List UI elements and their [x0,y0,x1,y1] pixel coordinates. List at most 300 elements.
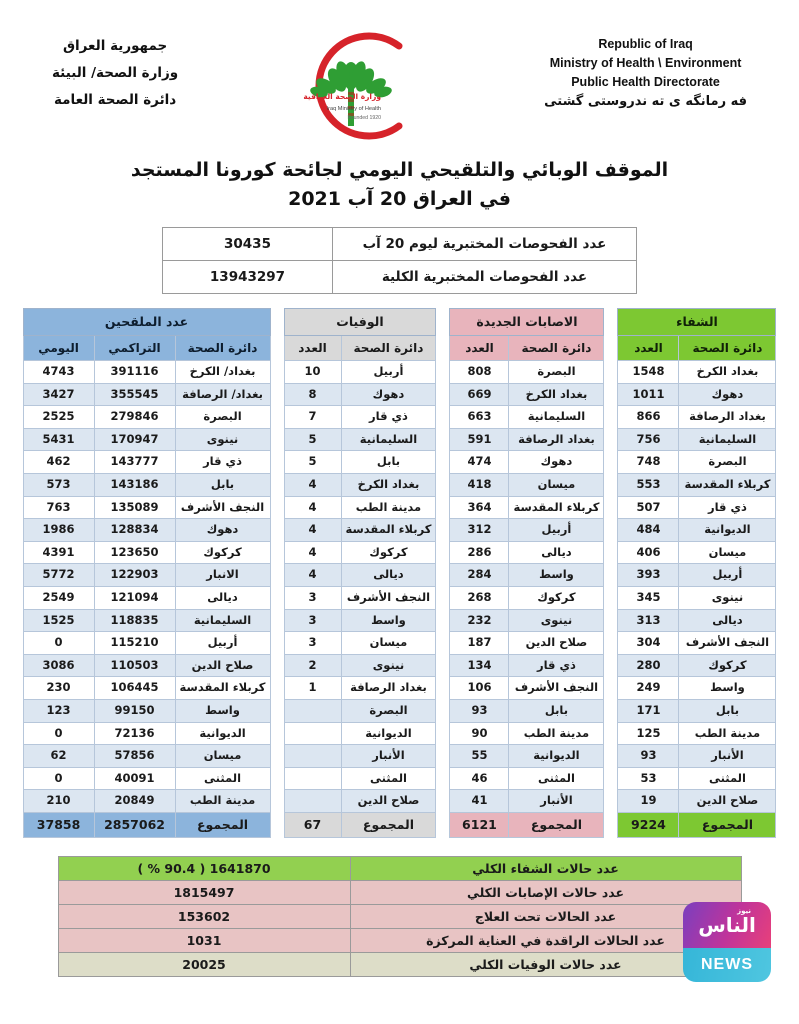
cell-value: 230 [23,677,94,700]
cell-health-directorate: نينوى [175,428,270,451]
deaths-total-count: 67 [284,812,341,837]
provincial-data-tables [0,308,799,838]
cell-value: 10 [284,361,341,384]
cell-value: 4743 [23,361,94,384]
cell-health-directorate: المثنى [509,767,604,790]
table-row [23,541,270,564]
cell-health-directorate: دهوك [679,383,776,406]
new-cases-col-health-directorate: دائرة الصحة [509,336,604,361]
recoveries-total-row [618,812,776,837]
table-row [450,586,604,609]
cell-health-directorate: ميسان [175,745,270,768]
cell-health-directorate: النجف الأشرف [175,496,270,519]
table-row [450,790,604,813]
table-row [284,428,436,451]
table-row [284,406,436,429]
cell-health-directorate: ديالى [679,609,776,632]
cell-health-directorate: المثنى [679,767,776,790]
table-row [163,261,637,294]
national-summary-table [58,856,742,977]
header-arabic-line-3: دائرة الصحة العامة [53,92,177,108]
cell-health-directorate: بابل [341,451,436,474]
cell-health-directorate: الديوانية [509,745,604,768]
summary-row [58,856,741,880]
header-arabic-line-1: جمهورية العراق [62,38,168,54]
page-title-line-1: الموقف الوبائي والتلقيحي اليومي لجائحة كورونا المستجد [130,159,669,181]
svg-text:وزارة الصحة العراقية: وزارة الصحة العراقية [303,92,382,101]
vaccinated-table [23,308,271,838]
cell-health-directorate: الديوانية [341,722,436,745]
cell-value [284,722,341,745]
table-row [618,790,776,813]
cell-value: 93 [450,699,509,722]
cell-health-directorate: بغداد/ الكرخ [175,361,270,384]
table-row [23,745,270,768]
deaths-table-body [284,361,436,813]
cell-health-directorate: السليمانية [341,428,436,451]
cell-health-directorate: البصرة [175,406,270,429]
table-row [450,722,604,745]
cell-value: 5 [284,451,341,474]
cell-value: 4391 [23,541,94,564]
table-row [284,699,436,722]
table-row [23,428,270,451]
new-cases-table [449,308,604,838]
cell-value: 355545 [94,383,175,406]
table-row [23,383,270,406]
cell-health-directorate: ذي قار [175,451,270,474]
summary-row [58,880,741,904]
cell-value: 5431 [23,428,94,451]
cell-value: 93 [618,745,679,768]
new-cases-total-count: 6121 [450,812,509,837]
table-row [284,473,436,496]
cell-health-directorate: السليمانية [509,406,604,429]
table-row [618,473,776,496]
cell-value: 663 [450,406,509,429]
table-row [618,722,776,745]
cell-value: 57856 [94,745,175,768]
table-row [23,699,270,722]
table-row [618,541,776,564]
cell-value: 1011 [618,383,679,406]
cell-health-directorate: ديالى [341,564,436,587]
cell-value: 313 [618,609,679,632]
table-row [284,383,436,406]
table-row [284,677,436,700]
cell-value: 170947 [94,428,175,451]
summary-label: عدد الحالات تحت العلاج [350,904,741,928]
table-row [450,699,604,722]
cell-value: 3 [284,632,341,655]
cell-value: 391116 [94,361,175,384]
cell-value: 46 [450,767,509,790]
cell-health-directorate: مدينة الطب [679,722,776,745]
cell-health-directorate: بغداد الرصافة [509,428,604,451]
table-row [618,383,776,406]
summary-value: 1641870 ( 90.4 % ) [58,856,350,880]
table-row [618,632,776,655]
table-row [284,609,436,632]
recoveries-col-count: العدد [618,336,679,361]
cell-health-directorate: بغداد الرصافة [341,677,436,700]
cell-value: 53 [618,767,679,790]
cell-health-directorate: ميسان [341,632,436,655]
summary-label: عدد حالات الشفاء الكلي [350,856,741,880]
daily-tests-label: عدد الفحوصات المختبرية ليوم 20 آب [332,228,636,261]
header-english-line-3: Public Health Directorate [571,75,720,89]
table-row [618,609,776,632]
table-row [284,654,436,677]
cell-value [284,790,341,813]
cell-value: 286 [450,541,509,564]
table-row [23,564,270,587]
cell-health-directorate: أربيل [175,632,270,655]
recoveries-total-count: 9224 [618,812,679,837]
table-row [23,406,270,429]
cell-health-directorate: كركوك [341,541,436,564]
cell-value: 1525 [23,609,94,632]
table-row [23,677,270,700]
cell-health-directorate: صلاح الدين [679,790,776,813]
cell-value: 553 [618,473,679,496]
cell-value: 90 [450,722,509,745]
table-row [450,451,604,474]
deaths-group-title: الوفيات [284,309,436,336]
cell-value: 364 [450,496,509,519]
table-row [23,609,270,632]
cell-value: 20849 [94,790,175,813]
cell-health-directorate: واسط [509,564,604,587]
cell-value: 143186 [94,473,175,496]
cell-value: 4 [284,564,341,587]
table-row [284,496,436,519]
recoveries-group-title: الشفاء [618,309,776,336]
table-row [23,722,270,745]
cell-value: 122903 [94,564,175,587]
cell-health-directorate: البصرة [679,451,776,474]
cell-health-directorate: المثنى [175,767,270,790]
cell-health-directorate: بابل [679,699,776,722]
cell-value: 135089 [94,496,175,519]
table-row [23,496,270,519]
table-row [284,541,436,564]
cell-health-directorate: الأنبار [679,745,776,768]
table-row [450,609,604,632]
news-logo-english: NEWS [701,956,753,974]
vaccinated-total-cumulative: 2857062 [94,812,175,837]
total-tests-label: عدد الفحوصات المختبرية الكلية [332,261,636,294]
cell-value: 484 [618,519,679,542]
cell-health-directorate: نينوى [679,586,776,609]
cell-health-directorate: مدينة الطب [175,790,270,813]
cell-health-directorate: النجف الأشرف [341,586,436,609]
summary-value: 1815497 [58,880,350,904]
news-logo-top [683,902,771,948]
header-arabic-block [52,26,178,108]
cell-value: 406 [618,541,679,564]
cell-health-directorate: الديوانية [679,519,776,542]
header-arabic-line-2: وزارة الصحة/ البيئة [52,65,179,81]
cell-value: 4 [284,541,341,564]
table-row [618,745,776,768]
cell-value: 756 [618,428,679,451]
cell-health-directorate: ديالى [509,541,604,564]
table-row [450,564,604,587]
deaths-col-health-directorate: دائرة الصحة [341,336,436,361]
new-cases-total-label: المجموع [509,812,604,837]
cell-value: 4 [284,473,341,496]
cell-health-directorate: ذي قار [509,654,604,677]
table-row [618,519,776,542]
cell-value: 0 [23,632,94,655]
table-row [618,699,776,722]
cell-health-directorate: صلاح الدين [341,790,436,813]
cell-health-directorate: دهوك [509,451,604,474]
cell-health-directorate: مدينة الطب [509,722,604,745]
summary-row [58,928,741,952]
svg-text:Founded 1920: Founded 1920 [347,115,382,121]
cell-value: 134 [450,654,509,677]
table-row [618,361,776,384]
table-row [450,361,604,384]
cell-value: 99150 [94,699,175,722]
table-row [618,451,776,474]
table-row [23,586,270,609]
cell-health-directorate: النجف الأشرف [509,677,604,700]
cell-value: 507 [618,496,679,519]
header-english-line-2: Ministry of Health \ Environment [549,56,742,70]
table-row [450,745,604,768]
cell-value: 312 [450,519,509,542]
table-row [450,519,604,542]
header-english-line-1: Republic of Iraq [598,37,693,51]
cell-health-directorate: دهوك [341,383,436,406]
cell-value: 110503 [94,654,175,677]
cell-health-directorate: ديالى [175,586,270,609]
table-row [618,677,776,700]
table-row [450,383,604,406]
cell-health-directorate: كربلاء المقدسة [679,473,776,496]
vaccinated-col-health-directorate: دائرة الصحة [175,336,270,361]
cell-health-directorate: واسط [175,699,270,722]
cell-value: 279846 [94,406,175,429]
table-row [618,564,776,587]
table-row [284,361,436,384]
cell-value: 106445 [94,677,175,700]
cell-value: 474 [450,451,509,474]
deaths-col-count: العدد [284,336,341,361]
table-row [284,451,436,474]
table-row [163,228,637,261]
table-row [618,496,776,519]
cell-health-directorate: نينوى [341,654,436,677]
cell-health-directorate: البصرة [341,699,436,722]
header-kurdish-line: فه رمانگه ى ته ندروستى گشتى [544,94,747,109]
summary-label: عدد حالات الوفيات الكلي [350,952,741,976]
cell-value: 7 [284,406,341,429]
cell-value: 284 [450,564,509,587]
cell-health-directorate: صلاح الدين [175,654,270,677]
recoveries-table-body [618,361,776,813]
cell-health-directorate: كربلاء المقدسة [341,519,436,542]
cell-health-directorate: الانبار [175,564,270,587]
summary-value: 20025 [58,952,350,976]
table-row [23,451,270,474]
table-row [450,632,604,655]
cell-value: 55 [450,745,509,768]
cell-value: 573 [23,473,94,496]
lab-tests-table [162,227,637,294]
table-row [23,767,270,790]
table-row [618,428,776,451]
vaccinated-col-cumulative: التراكمي [94,336,175,361]
cell-health-directorate: البصرة [509,361,604,384]
new-cases-col-count: العدد [450,336,509,361]
cell-value: 123 [23,699,94,722]
vaccinated-col-daily: اليومي [23,336,94,361]
cell-health-directorate: أربيل [341,361,436,384]
cell-health-directorate: الأنبار [509,790,604,813]
table-row [618,586,776,609]
deaths-total-label: المجموع [341,812,436,837]
cell-health-directorate: بغداد/ الرصافة [175,383,270,406]
table-row [23,654,270,677]
table-row [450,541,604,564]
news-logo-bottom [683,948,771,982]
table-row [23,790,270,813]
summary-row [58,904,741,928]
cell-value: 591 [450,428,509,451]
cell-health-directorate: كركوك [679,654,776,677]
cell-value: 0 [23,767,94,790]
cell-value: 62 [23,745,94,768]
cell-value [284,767,341,790]
cell-health-directorate: السليمانية [175,609,270,632]
cell-value: 393 [618,564,679,587]
cell-value: 345 [618,586,679,609]
new-cases-table-body [450,361,604,813]
table-row [284,722,436,745]
cell-value: 304 [618,632,679,655]
cell-health-directorate: بغداد الكرخ [341,473,436,496]
page-title-line-2: في العراق 20 آب 2021 [288,187,511,210]
summary-value: 1031 [58,928,350,952]
iraq-ministry-of-health-logo [281,26,441,144]
cell-health-directorate: أربيل [509,519,604,542]
table-row [23,519,270,542]
cell-value [284,699,341,722]
recoveries-table [617,308,776,838]
cell-health-directorate: بغداد الرصافة [679,406,776,429]
cell-value: 128834 [94,519,175,542]
cell-health-directorate: ميسان [679,541,776,564]
cell-value: 171 [618,699,679,722]
alnas-news-logo [683,902,771,982]
table-row [618,406,776,429]
cell-health-directorate: بغداد الكرخ [509,383,604,406]
cell-value: 808 [450,361,509,384]
cell-value: 5 [284,428,341,451]
cell-value: 187 [450,632,509,655]
summary-row [58,952,741,976]
table-row [450,496,604,519]
recoveries-col-health-directorate: دائرة الصحة [679,336,776,361]
table-row [284,745,436,768]
cell-value: 2525 [23,406,94,429]
new-cases-total-row [450,812,604,837]
cell-value: 1 [284,677,341,700]
cell-health-directorate: واسط [341,609,436,632]
table-row [284,519,436,542]
cell-value: 143777 [94,451,175,474]
vaccinated-group-title: عدد الملقحين [23,309,270,336]
cell-value: 115210 [94,632,175,655]
daily-tests-value: 30435 [163,228,333,261]
cell-health-directorate: المثنى [341,767,436,790]
cell-health-directorate: بابل [509,699,604,722]
vaccinated-table-body [23,361,270,813]
cell-health-directorate: الأنبار [341,745,436,768]
vaccinated-total-row [23,812,270,837]
table-row [450,428,604,451]
table-row [450,767,604,790]
news-logo-superscript: نيوز [737,907,751,915]
cell-value: 210 [23,790,94,813]
deaths-table [284,308,437,838]
cell-health-directorate: كركوك [175,541,270,564]
cell-value: 280 [618,654,679,677]
cell-value [284,745,341,768]
cell-health-directorate: كركوك [509,586,604,609]
cell-value: 3 [284,586,341,609]
cell-health-directorate: دهوك [175,519,270,542]
cell-value: 4 [284,496,341,519]
cell-health-directorate: بغداد الكرخ [679,361,776,384]
cell-value: 2 [284,654,341,677]
cell-health-directorate: ميسان [509,473,604,496]
cell-value: 123650 [94,541,175,564]
cell-value: 3427 [23,383,94,406]
vaccinated-total-daily: 37858 [23,812,94,837]
cell-health-directorate: ذي قار [679,496,776,519]
cell-value: 125 [618,722,679,745]
table-row [618,654,776,677]
table-row [284,564,436,587]
cell-value: 41 [450,790,509,813]
cell-health-directorate: كربلاء المقدسة [175,677,270,700]
cell-health-directorate: صلاح الدين [509,632,604,655]
cell-value: 748 [618,451,679,474]
cell-value: 0 [23,722,94,745]
total-tests-value: 13943297 [163,261,333,294]
cell-value: 4 [284,519,341,542]
new-cases-group-title: الاصابات الجديدة [450,309,604,336]
page-title [0,156,799,213]
table-row [450,473,604,496]
vaccinated-total-label: المجموع [175,812,270,837]
cell-value: 462 [23,451,94,474]
cell-value: 268 [450,586,509,609]
document-header [0,0,799,150]
cell-value: 3 [284,609,341,632]
cell-health-directorate: مدينة الطب [341,496,436,519]
cell-health-directorate: أربيل [679,564,776,587]
cell-health-directorate: ذي قار [341,406,436,429]
cell-health-directorate: السليمانية [679,428,776,451]
table-row [284,632,436,655]
cell-health-directorate: الديوانية [175,722,270,745]
